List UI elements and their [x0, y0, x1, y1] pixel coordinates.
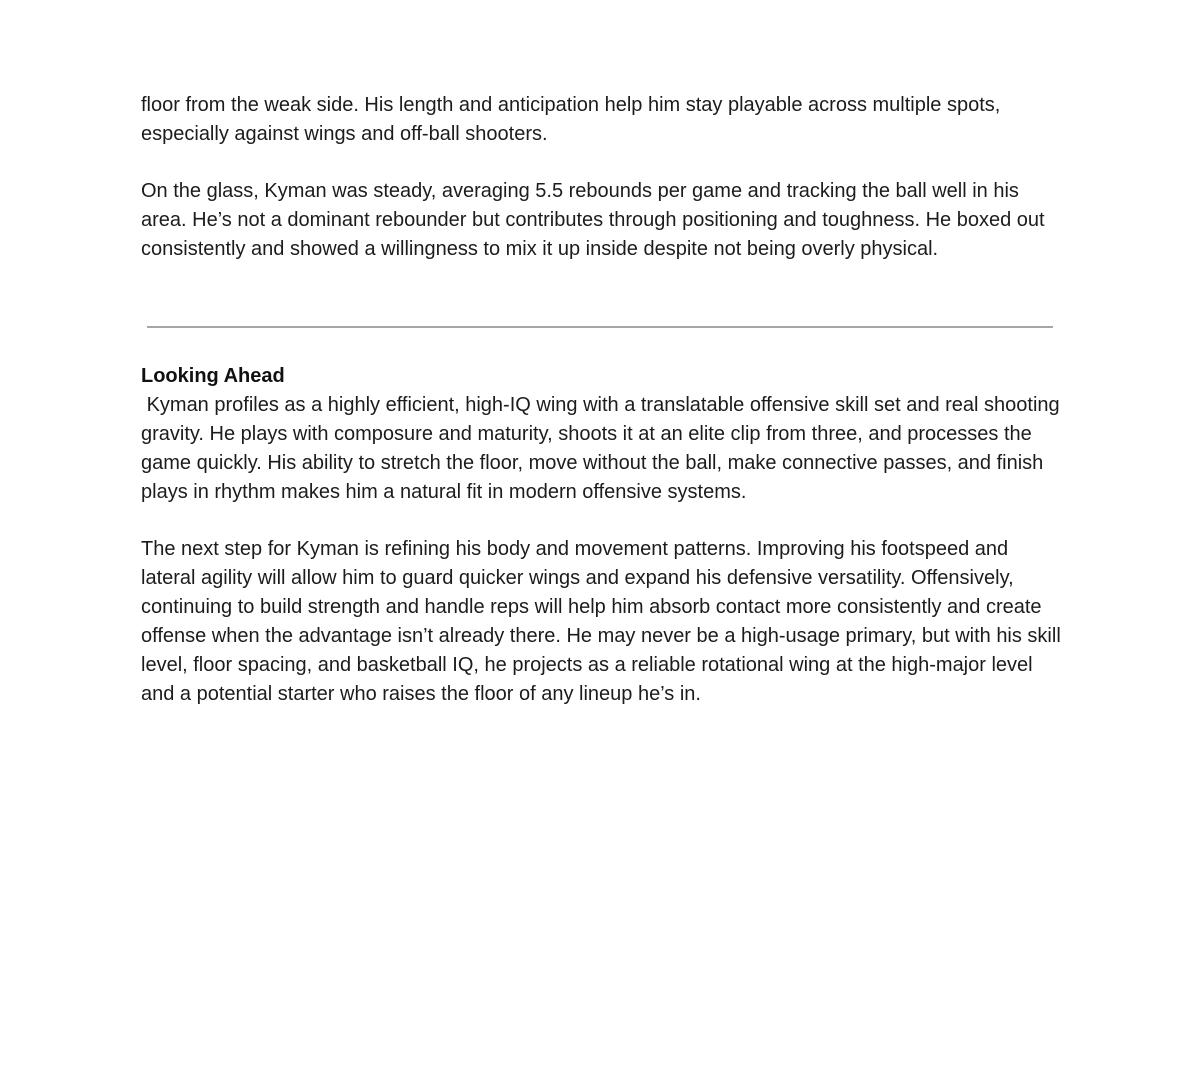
continuation-block	[141, 91, 1061, 264]
paragraph-next-step: The next step for Kyman is refining his body and movement patterns. Improving his footspeed and lateral agility will allow him to guard quicker wings and expand his defensive versatility. Offensively, continuing to build strength and handle reps will help him absorb contact more consistently and create offense when the advantage isn’t already there. He may never be a high-usage primary, but with his skill level, floor spacing, and basketball IQ, he projects as a reliable rotational wing at the high-major level and a potential starter who raises the floor of any lineup he’s in.	[141, 538, 1061, 705]
looking-ahead-section	[141, 362, 1066, 709]
paragraph-rebounding: On the glass, Kyman was steady, averaging 5.5 rebounds per game and tracking the ball well in his area. He’s not a dominant rebounder but contributes through positioning and toughness. He boxed out consistently and showed a willingness to mix it up inside despite not being overly physical.	[141, 180, 1045, 260]
section-heading: Looking Ahead	[141, 365, 285, 387]
paragraph-profile: Kyman profiles as a highly efficient, high-IQ wing with a translatable offensive skill set and real shooting gravity. He plays with composure and maturity, shoots it at an elite clip from three, and processes the game quickly. His ability to stretch the floor, move without the ball, make connective passes, and finish plays in rhythm makes him a natural fit in modern offensive systems.	[141, 394, 1066, 503]
paragraph-defense-continuation: floor from the weak side. His length and anticipation help him stay playable across multiple spots, especially against wings and off-ball shooters.	[141, 94, 1001, 145]
horizontal-divider	[147, 326, 1053, 328]
